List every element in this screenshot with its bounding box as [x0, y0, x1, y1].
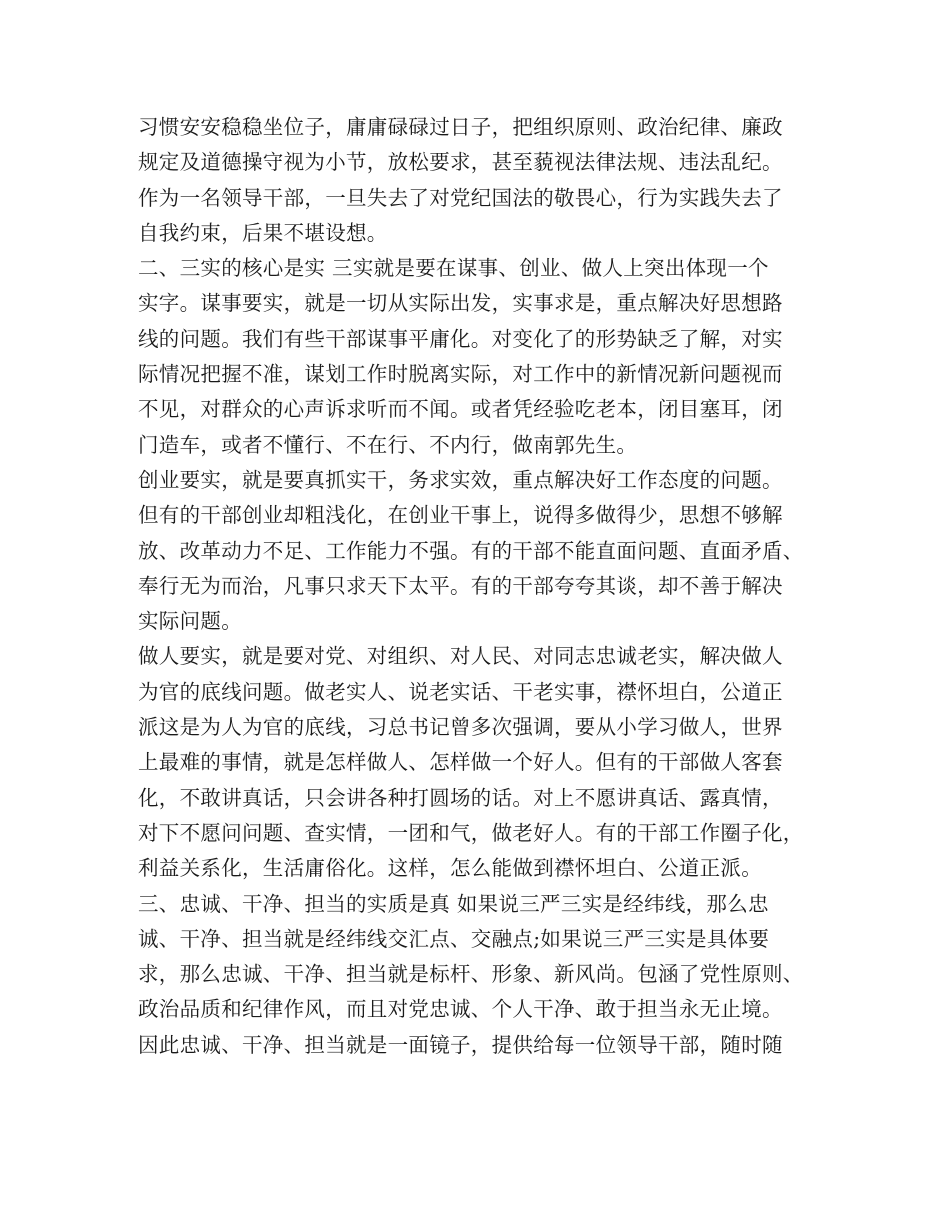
- text-line: 为官的底线问题。做老实人、说老实话、干老实事，襟怀坦白，公道正: [138, 679, 783, 704]
- text-line: 政治品质和纪律作风，而且对党忠诚、个人干净、敢于担当永无止境。: [138, 997, 783, 1022]
- text-line: 但有的干部创业却粗浅化，在创业干事上，说得多做得少，思想不够解: [138, 503, 783, 528]
- text-line: 做人要实，就是要对党、对组织、对人民、对同志忠诚老实，解决做人: [138, 644, 783, 669]
- text-line: 化，不敢讲真话，只会讲各种打圆场的话。对上不愿讲真话、露真情，: [138, 785, 783, 810]
- text-line: 门造车，或者不懂行、不在行、不内行，做南郭先生。: [138, 432, 638, 457]
- text-line: 三、忠诚、干净、担当的实质是真 如果说三严三实是经纬线，那么忠: [138, 891, 769, 916]
- text-line: 习惯安安稳稳坐位子，庸庸碌碌过日子，把组织原则、政治纪律、廉政: [138, 115, 783, 139]
- text-line: 规定及道德操守视为小节，放松要求，甚至藐视法律法规、违法乱纪。: [138, 150, 783, 175]
- text-line: 上最难的事情，就是怎样做人、怎样做一个好人。但有的干部做人客套: [138, 750, 783, 775]
- text-line: 实际问题。: [138, 609, 242, 634]
- text-line: 线的问题。我们有些干部谋事平庸化。对变化了的形势缺乏了解，对实: [138, 326, 783, 351]
- text-line: 放、改革动力不足、工作能力不强。有的干部不能直面问题、直面矛盾、: [138, 538, 804, 563]
- text-line: 实字。谋事要实，就是一切从实际出发，实事求是，重点解决好思想路: [138, 291, 783, 316]
- text-line: 派这是为人为官的底线，习总书记曾多次强调，要从小学习做人，世界: [138, 715, 783, 740]
- text-line: 自我约束，后果不堪设想。: [138, 220, 388, 245]
- text-line: 利益关系化，生活庸俗化。这样，怎么能做到襟怀坦白、公道正派。: [138, 856, 762, 881]
- text-line: 奉行无为而治，凡事只求天下太平。有的干部夸夸其谈，却不善于解决: [138, 573, 783, 598]
- text-line: 作为一名领导干部，一旦失去了对党纪国法的敬畏心，行为实践失去了: [138, 185, 783, 210]
- text-line: 求，那么忠诚、干净、担当就是标杆、形象、新风尚。包涵了党性原则、: [138, 962, 804, 987]
- text-line: 创业要实，就是要真抓实干，务求实效，重点解决好工作态度的问题。: [138, 467, 783, 492]
- text-line: 因此忠诚、干净、担当就是一面镜子，提供给每一位领导干部，随时随: [138, 1032, 783, 1057]
- text-line: 二、三实的核心是实 三实就是要在谋事、创业、做人上突出体现一个: [138, 256, 769, 281]
- text-line: 诚、干净、担当就是经纬线交汇点、交融点;如果说三严三实是具体要: [138, 926, 770, 951]
- text-line: 对下不愿问问题、查实情，一团和气，做老好人。有的干部工作圈子化，: [138, 820, 804, 845]
- body-text: [138, 110, 838, 1063]
- text-line: 不见，对群众的心声诉求听而不闻。或者凭经验吃老本，闭目塞耳，闭: [138, 397, 783, 422]
- text-line: 际情况把握不准，谋划工作时脱离实际，对工作中的新情况新问题视而: [138, 362, 783, 387]
